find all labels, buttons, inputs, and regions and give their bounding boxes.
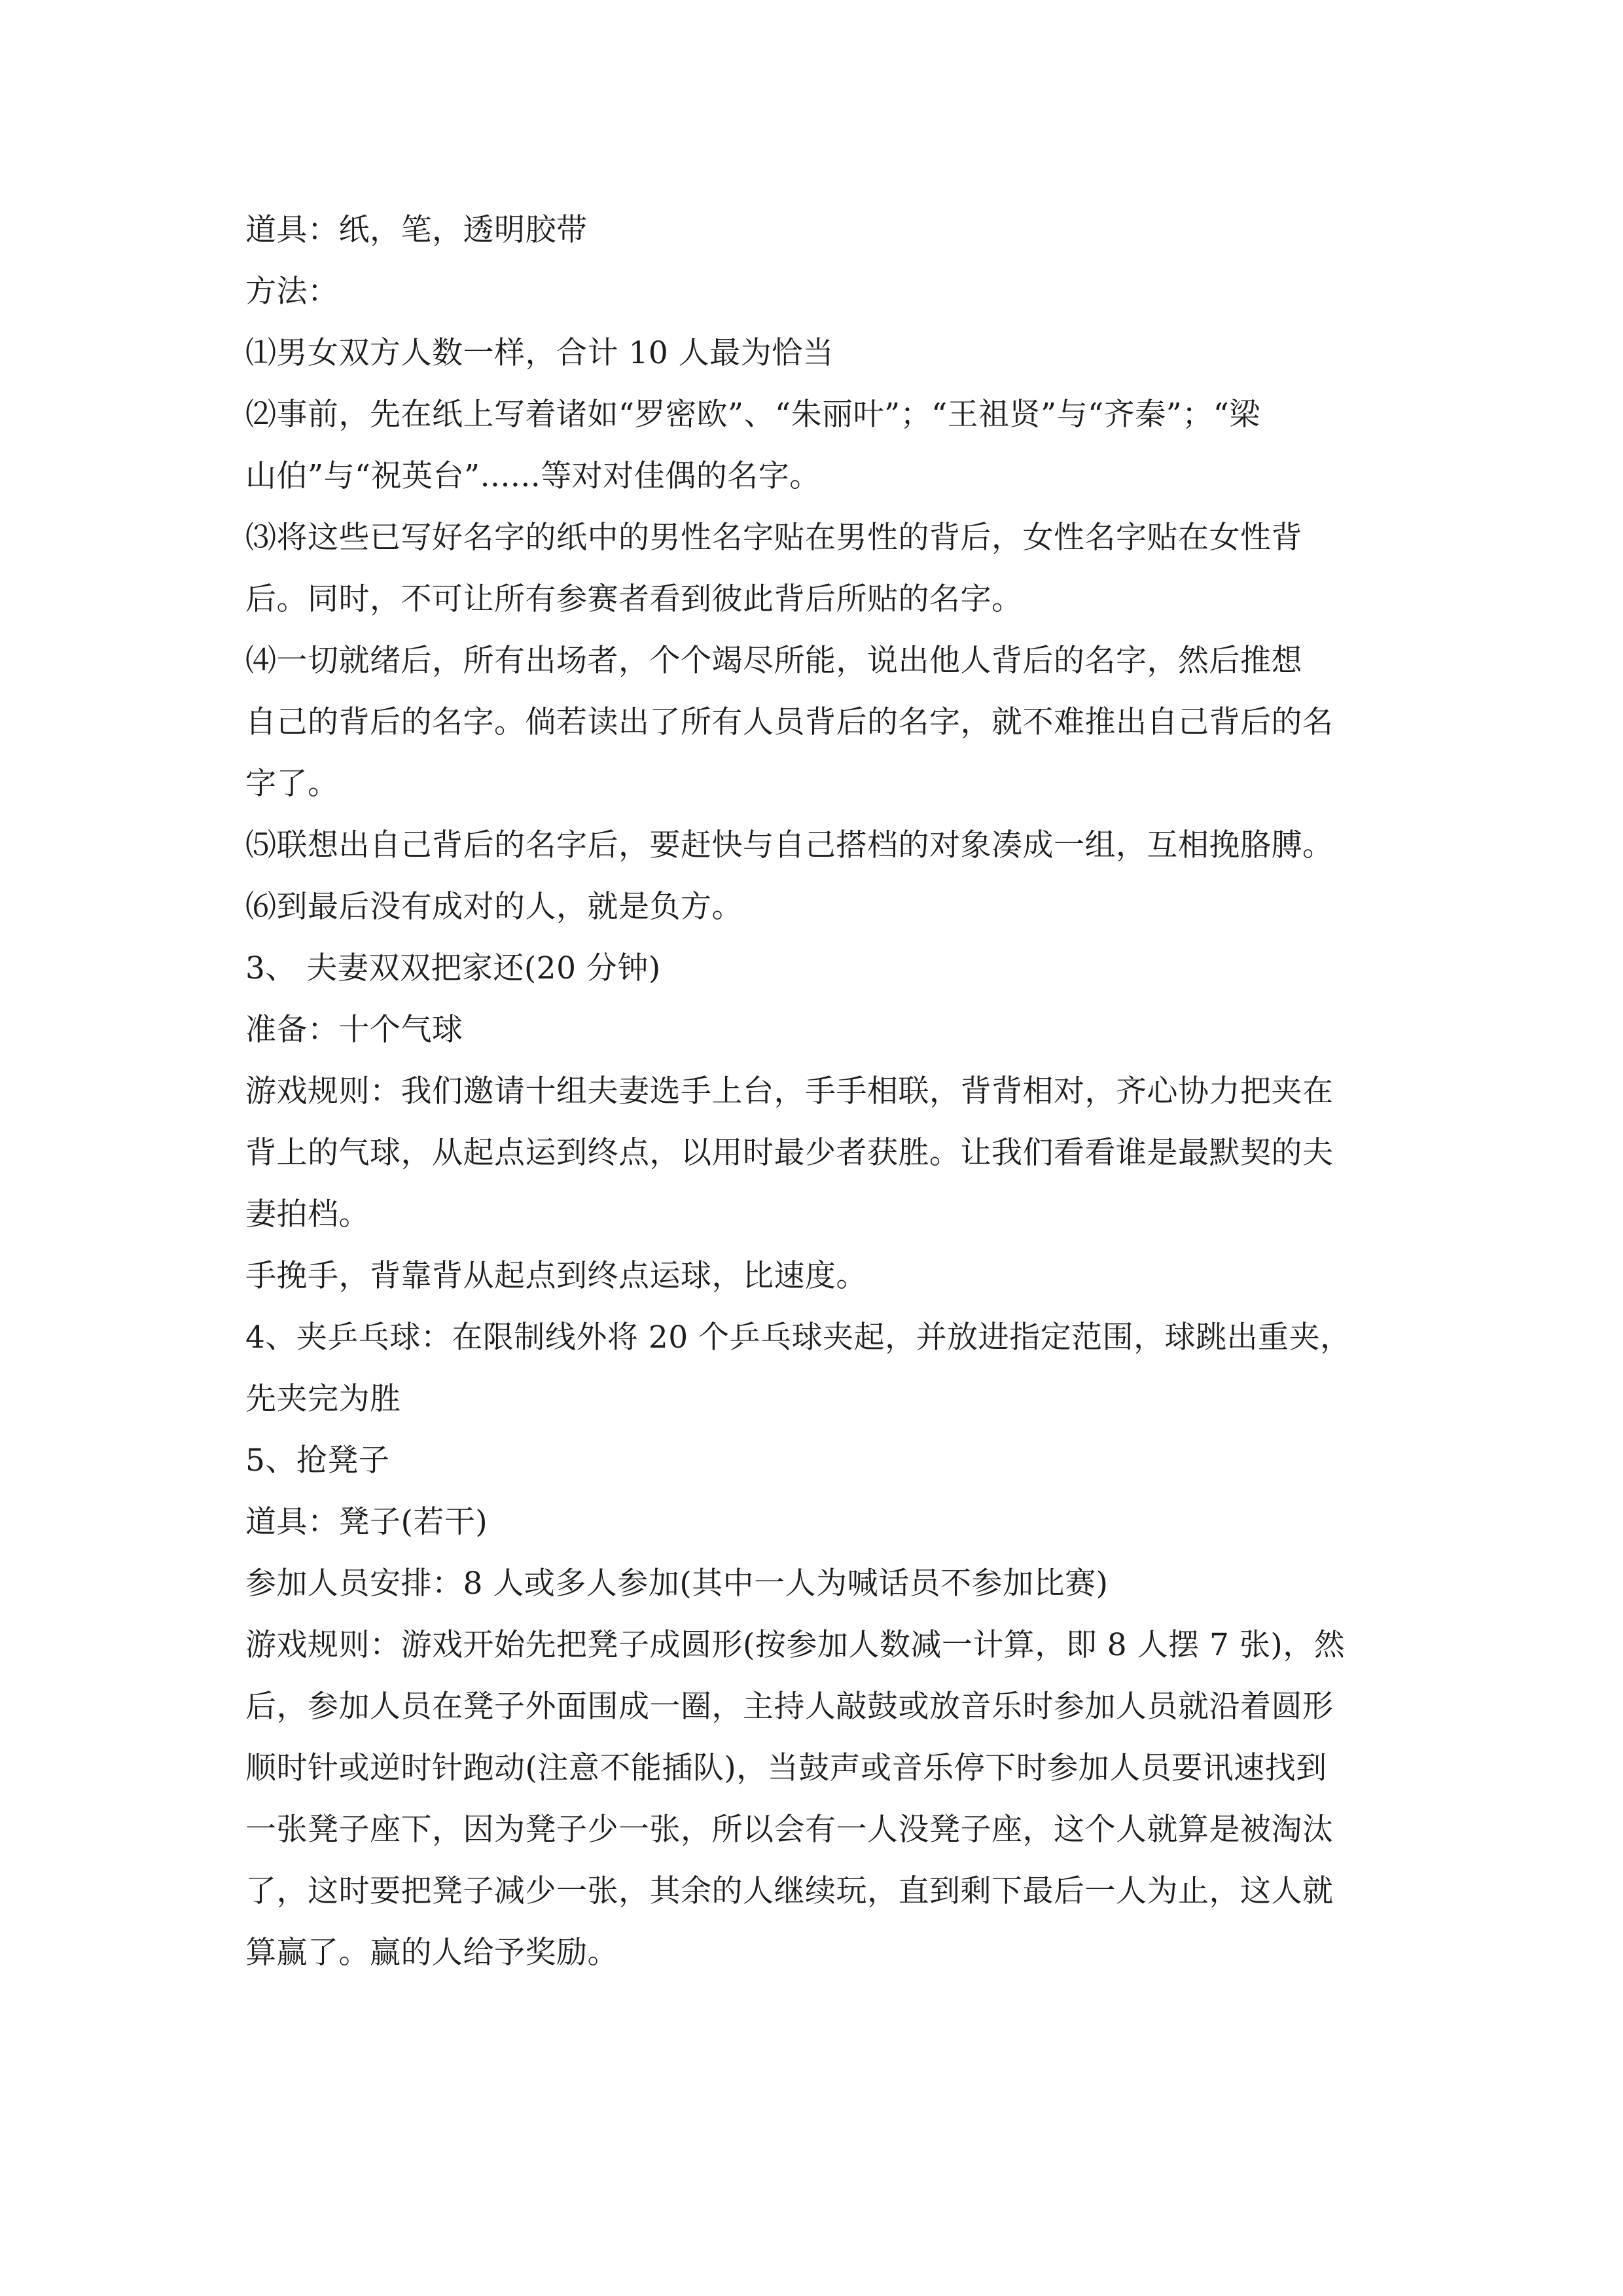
text-line: 后。同时，不可让所有参赛者看到彼此背后所贴的名字。 [245,581,1023,617]
text-line: 后，参加人员在凳子外面围成一圈，主持人敲鼓或放音乐时参加人员就沿着圆形 [245,1689,1334,1725]
text-line: 妻拍档。 [245,1196,370,1232]
text-line: 准备：十个气球 [245,1012,463,1048]
text-line: 先夹完为胜 [245,1381,401,1417]
text-line: 游戏规则：游戏开始先把凳子成圆形(按参加人数减一计算，即 8 人摆 7 张)，然 [245,1627,1346,1663]
text-line: 字了。 [245,766,339,802]
text-line: ⑷一切就绪后，所有出场者，个个竭尽所能，说出他人背后的名字，然后推想 [245,643,1302,679]
text-line: 道具：纸，笔，透明胶带 [245,212,588,248]
text-line: 自己的背后的名字。倘若读出了所有人员背后的名字，就不难推出自己背后的名 [245,704,1334,740]
text-line: ⑴男女双方人数一样，合计 10 人最为恰当 [245,335,834,371]
text-line: 方法： [245,274,339,310]
text-line: ⑹到最后没有成对的人，就是负方。 [245,889,743,925]
text-line: 手挽手，背靠背从起点到终点运球，比速度。 [245,1258,867,1294]
text-line: 了，这时要把凳子减少一张，其余的人继续玩，直到剩下最后一人为止，这人就 [245,1873,1334,1909]
text-line: 山伯”与“祝英台”......等对对佳偶的名字。 [245,458,821,494]
text-line: ⑵事前，先在纸上写着诸如“罗密欧”、“朱丽叶”；“王祖贤”与“齐秦”；“梁 [245,397,1260,433]
text-line: 背上的气球，从起点运到终点，以用时最少者获胜。让我们看看谁是最默契的夫 [245,1135,1334,1171]
section-heading: 5、抢凳子 [245,1443,390,1479]
text-line: 参加人员安排：8 人或多人参加(其中一人为喊话员不参加比赛) [245,1566,1109,1602]
text-line: ⑸联想出自己背后的名字后，要赶快与自己搭档的对象凑成一组，互相挽胳膊。 [245,827,1334,863]
text-line: ⑶将这些已写好名字的纸中的男性名字贴在男性的背后，女性名字贴在女性背 [245,520,1302,556]
section-heading: 3、 夫妻双双把家还(20 分钟) [245,950,661,986]
text-line: 顺时针或逆时针跑动(注意不能插队)，当鼓声或音乐停下时参加人员要讯速找到 [245,1750,1327,1786]
document-body [245,200,1397,1984]
text-line: 游戏规则：我们邀请十组夫妻选手上台，手手相联，背背相对，齐心协力把夹在 [245,1073,1334,1109]
section-heading: 4、夹乒乓球：在限制线外将 20 个乒乓球夹起，并放进指定范围，球跳出重夹， [245,1319,1351,1355]
text-line: 道具：凳子(若干) [245,1504,488,1540]
text-line: 一张凳子座下，因为凳子少一张，所以会有一人没凳子座，这个人就算是被淘汰 [245,1812,1334,1848]
text-line: 算赢了。赢的人给予奖励。 [245,1935,618,1971]
